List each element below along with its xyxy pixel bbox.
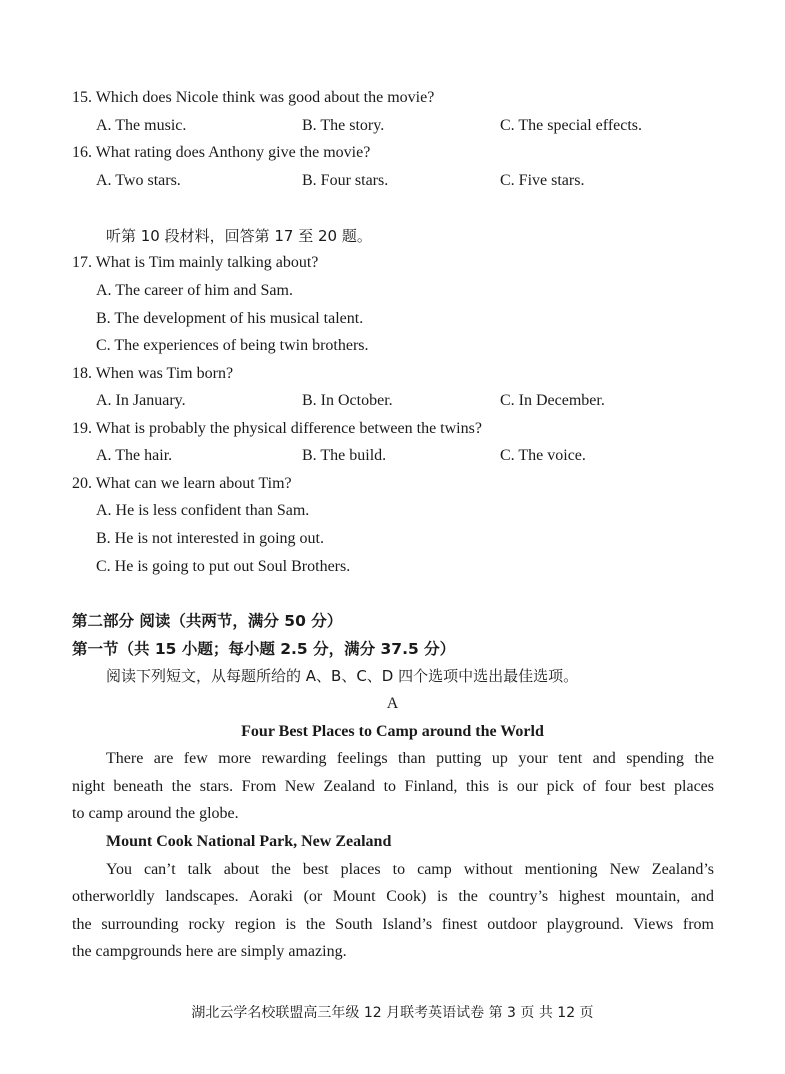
question-18: 18. When was Tim born?: [72, 365, 234, 382]
question-16: 16. What rating does Anthony give the movie?: [72, 144, 371, 161]
reading-instruction: 阅读下列短文，从每题所给的 A、B、C、D 四个选项中选出最佳选项。: [106, 667, 579, 685]
option-17a: A. The career of him and Sam.: [96, 282, 293, 299]
question-19: 19. What is probably the physical difference between the twins?: [72, 420, 482, 437]
question-20: 20. What can we learn about Tim?: [72, 475, 292, 492]
page-footer: 湖北云学名校联盟高三年级 12 月联考英语试卷 第 3 页 共 12 页: [191, 1005, 594, 1021]
option-19b: B. The build.: [302, 447, 387, 464]
passage-letter: A: [386, 695, 399, 712]
option-15c: C. The special effects.: [500, 117, 643, 134]
question-17: 17. What is Tim mainly talking about?: [72, 254, 319, 271]
option-15a: A. The music.: [96, 117, 187, 134]
option-16b: B. Four stars.: [302, 172, 389, 189]
body-line-4: the campgrounds here are simply amazing.: [72, 943, 347, 960]
option-16c: C. Five stars.: [500, 172, 585, 189]
body-line-1: You can’t talk about the best places to camp without mentioning New Zealand’s: [106, 861, 714, 878]
listening-instruction: 听第 10 段材料，回答第 17 至 20 题。: [106, 227, 372, 245]
passage-title: Four Best Places to Camp around the World: [241, 723, 544, 740]
intro-line-1: There are few more rewarding feelings than putting up your tent and spending the: [106, 750, 714, 767]
body-line-3: the surrounding rocky region is the South Island’s finest outdoor playground. Views from: [72, 916, 714, 933]
option-15b: B. The story.: [302, 117, 385, 134]
part-heading: 第二部分 阅读（共两节，满分 50 分）: [72, 612, 343, 630]
option-19a: A. The hair.: [96, 447, 173, 464]
option-19c: C. The voice.: [500, 447, 586, 464]
intro-line-3: to camp around the globe.: [72, 805, 239, 822]
body-line-2: otherworldly landscapes. Aoraki (or Mount Cook) is the country’s highest mountain, and: [72, 888, 714, 905]
option-18a: A. In January.: [96, 392, 186, 409]
option-20a: A. He is less confident than Sam.: [96, 502, 310, 519]
section-heading: 第一节（共 15 小题；每小题 2.5 分，满分 37.5 分）: [72, 640, 456, 658]
option-17c: C. The experiences of being twin brothers.: [96, 337, 369, 354]
option-16a: A. Two stars.: [96, 172, 181, 189]
option-20b: B. He is not interested in going out.: [96, 530, 324, 547]
option-18b: B. In October.: [302, 392, 393, 409]
subheading: Mount Cook National Park, New Zealand: [106, 833, 392, 850]
option-18c: C. In December.: [500, 392, 605, 409]
option-20c: C. He is going to put out Soul Brothers.: [96, 558, 351, 575]
intro-line-2: night beneath the stars. From New Zealand to Finland, this is our pick of four best places: [72, 778, 714, 795]
question-15: 15. Which does Nicole think was good about the movie?: [72, 89, 435, 106]
option-17b: B. The development of his musical talent.: [96, 310, 364, 327]
